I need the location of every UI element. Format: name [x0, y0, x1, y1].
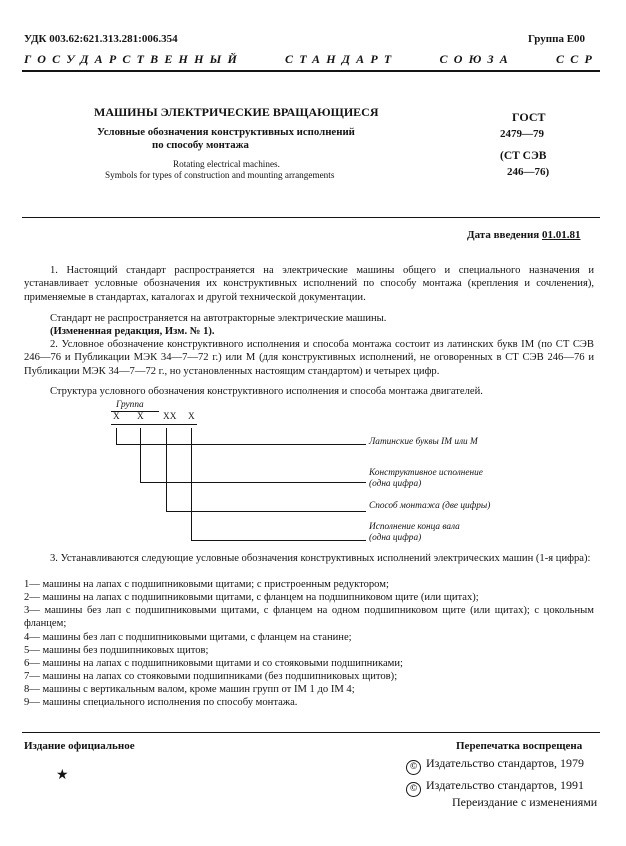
udk-code: УДК 003.62:621.313.281:006.354	[24, 33, 178, 45]
doc-subtitle-line1: Условные обозначения конструктивных исполнений	[97, 126, 355, 138]
group-code: Группа Е00	[528, 33, 586, 45]
diagram-label-construction: Конструктивное исполнение	[369, 468, 483, 478]
paragraph-3-intro: 3. Устанавливаются следующие условные обозначения конструктивных исполнений электрических машин (1-я цифра):	[50, 553, 591, 564]
diagram-label-shaft: Исполнение конца вала	[369, 522, 460, 532]
diagram-symbol-4: X	[188, 412, 195, 422]
official-edition: Издание официальное	[24, 740, 135, 752]
reprint-prohibited: Перепечатка воспрещена	[456, 740, 583, 752]
reissue-note: Переиздание с изменениями	[452, 795, 598, 809]
gost-number: 2479—79	[500, 128, 544, 140]
diagram-symbol-1: X	[113, 412, 120, 422]
list-item	[24, 696, 594, 709]
list-item	[24, 644, 594, 657]
list-item	[24, 657, 594, 670]
footer-rule	[22, 732, 600, 733]
paragraph-1-exclusion: Стандарт не распространяется на автотракторные электрические машины.	[50, 313, 387, 324]
copyright-1991-text: Издательство стандартов, 1991	[426, 778, 584, 792]
list-item-text: — машины без подшипниковых щитов;	[29, 645, 209, 656]
title-rule	[22, 217, 600, 218]
list-item-number: 4	[24, 632, 30, 643]
diagram-leader-letters-h	[116, 444, 366, 445]
star-mark: ★	[56, 768, 69, 783]
copyright-1979-text: Издательство стандартов, 1979	[426, 756, 584, 770]
effective-date-label: Дата введения	[467, 229, 540, 241]
copyright-icon: ©	[406, 760, 421, 775]
diagram-symbol-underline	[111, 424, 197, 425]
list-item	[24, 578, 594, 591]
gost-label: ГОСТ	[512, 110, 546, 124]
paragraph-1-amendment: (Измененная редакция, Изм. № 1).	[50, 326, 215, 337]
diagram-label-construction-note: (одна цифра)	[369, 479, 422, 489]
list-item-text: — машины на лапах с подшипниковыми щитами и со стояковыми подшипниками;	[29, 658, 403, 669]
diagram-leader-construction-h	[140, 482, 366, 483]
list-item	[24, 670, 594, 683]
diagram-leader-mounting-h	[166, 511, 366, 512]
diagram-symbol-3: XX	[163, 412, 177, 422]
st-sev-label: (СТ СЭВ	[500, 150, 547, 162]
copyright-icon: ©	[406, 782, 421, 797]
list-item-number: 9	[24, 697, 30, 708]
doc-subtitle-line2: по способу монтажа	[152, 139, 249, 151]
diagram-symbol-2: X	[137, 412, 144, 422]
list-item-text: — машины без лап с подшипниковыми щитами, с фланцем на станине;	[29, 632, 352, 643]
list-item-number: 6	[24, 658, 30, 669]
list-item-number: 3	[24, 605, 30, 616]
diagram-leader-mounting	[166, 428, 167, 511]
paragraph-1: 1. Настоящий стандарт распространяется на электрические машины общего и специального назначения и устанавливает условные обозначения их конструктивных исполнений по способу монтажа (крепления и сочленения), применяемые в стандартах, каталогах и другой технической документации.	[24, 265, 594, 303]
list-item-text: — машины без лап с подшипниковыми щитами, с фланцем на одном подшипниковом щите (или щитах); с цокольным фланцем;	[24, 605, 594, 630]
diagram-label-shaft-note: (одна цифра)	[369, 533, 422, 543]
list-item-number: 8	[24, 684, 30, 695]
list-item-text: — машины на лапах с подшипниковыми щитами; с пристроенным редуктором;	[29, 579, 389, 590]
diagram-label-mounting: Способ монтажа (две цифры)	[369, 501, 491, 511]
list-item-number: 2	[24, 592, 30, 603]
english-title-line1: Rotating electrical machines.	[173, 159, 280, 169]
effective-date	[467, 229, 581, 241]
list-item-text: — машины на лапах с подшипниковыми щитами, с фланцем на подшипниковом щите (или щитах);	[29, 592, 479, 603]
list-item-text: — машины на лапах со стояковыми подшипниками (без подшипниковых щитов);	[29, 671, 398, 682]
st-sev-number: 246—76)	[507, 166, 550, 178]
effective-date-value: 01.01.81	[542, 229, 581, 241]
diagram-leader-construction	[140, 428, 141, 482]
diagram-leader-letters	[116, 428, 117, 444]
list-item-text: — машины с вертикальным валом, кроме машин групп от IM 1 до IM 4;	[29, 684, 355, 695]
state-standard-banner: ГОСУДАРСТВЕННЫЙ СТАНДАРТ СОЮЗА ССР	[24, 52, 598, 66]
list-item-number: 5	[24, 645, 30, 656]
english-title-line2: Symbols for types of construction and mounting arrangements	[105, 170, 335, 180]
copyright-1979	[406, 756, 584, 775]
list-item	[24, 683, 594, 696]
diagram-label-letters: Латинские буквы IM или М	[369, 437, 478, 447]
header-rule	[22, 70, 600, 72]
list-item-number: 7	[24, 671, 30, 682]
diagram-leader-shaft	[191, 428, 192, 540]
list-item	[24, 591, 594, 604]
paragraph-2: 2. Условное обозначение конструктивного исполнения и способа монтажа состоит из латинских букв IM (по СТ СЭВ 246—76 и Публикации МЭК 34—7—72 г.) или М (для конструктивных исполнений, не оговоренных в СТ СЭВ 246—76 и Публикации МЭК 34—7—72 г., но установленных настоящим стандартом) и четырех цифр.	[24, 339, 594, 377]
diagram-leader-shaft-h	[191, 540, 366, 541]
list-item	[24, 631, 594, 644]
paragraph-2-structure: Структура условного обозначения конструктивного исполнения и способа монтажа двигателей.	[50, 386, 483, 397]
doc-title: МАШИНЫ ЭЛЕКТРИЧЕСКИЕ ВРАЩАЮЩИЕСЯ	[94, 105, 379, 119]
list-item-number: 1	[24, 579, 30, 590]
list-item	[24, 604, 594, 631]
diagram-group-label: Группа	[116, 400, 144, 410]
list-item-text: — машины специального исполнения по способу монтажа.	[29, 697, 298, 708]
